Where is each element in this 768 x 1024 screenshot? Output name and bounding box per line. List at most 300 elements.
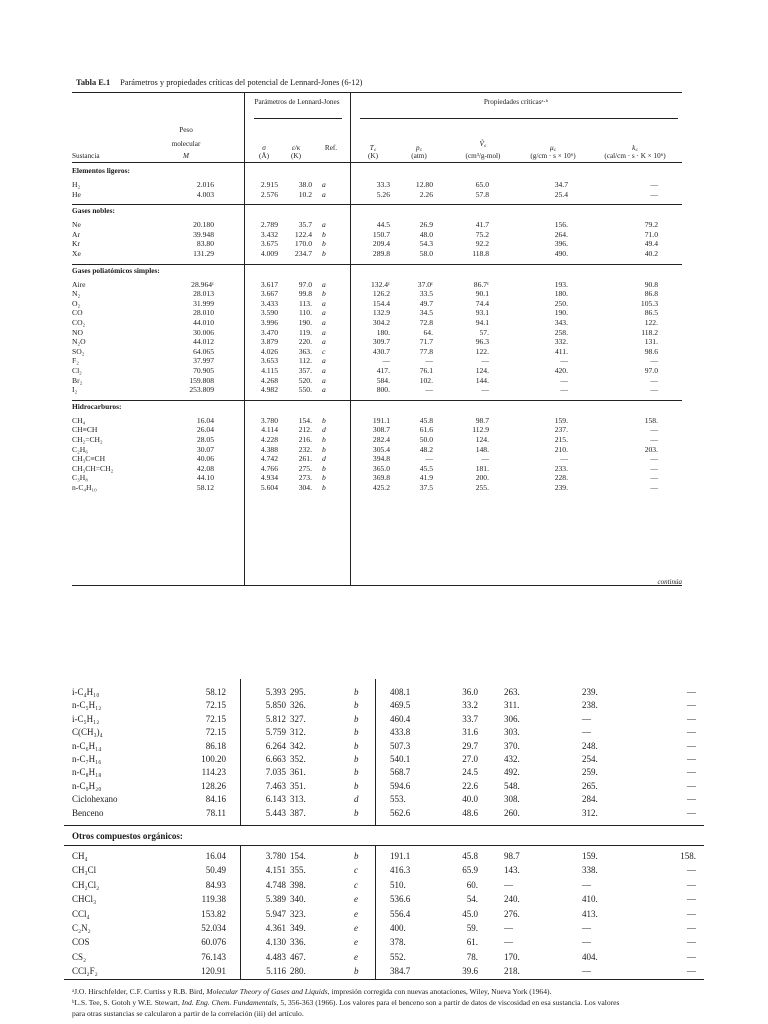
substance-cell: CH₃C≡CH bbox=[72, 454, 106, 464]
k-cell: — bbox=[650, 463, 658, 473]
tc-cell: 400. bbox=[390, 923, 406, 933]
k-cell: 79.2 bbox=[644, 220, 658, 230]
vc-cell: 200. bbox=[475, 473, 489, 483]
pc-cell: 37.0ᶜ bbox=[417, 279, 433, 289]
ref-cell: b bbox=[354, 740, 359, 751]
mu-cell: 420. bbox=[554, 366, 568, 375]
sigma-cell: 3.617 bbox=[260, 279, 278, 289]
mw-cell: 28.013 bbox=[193, 289, 214, 299]
table-row bbox=[72, 366, 682, 375]
substance-cell: CO bbox=[72, 308, 83, 318]
epsilon-cell: 357. bbox=[298, 366, 312, 375]
tc-cell: 594.6 bbox=[390, 780, 411, 791]
tc-cell: 469.5 bbox=[390, 700, 411, 711]
mw-cell: 64.065 bbox=[193, 346, 214, 356]
mu-cell: 237. bbox=[554, 425, 568, 435]
mw-cell: 28.05 bbox=[196, 435, 214, 444]
section-title: Gases poliatómicos simples: bbox=[72, 265, 160, 275]
epsilon-cell: 220. bbox=[298, 337, 312, 347]
k-cell: 90.8 bbox=[644, 279, 658, 289]
tc-cell: 154.4 bbox=[372, 298, 390, 308]
ref-cell: e bbox=[354, 951, 358, 962]
tc-cell: 309.7 bbox=[372, 337, 390, 347]
mw-cell: 28.010 bbox=[193, 308, 214, 318]
tc-cell: 132.4ᶜ bbox=[370, 279, 390, 289]
mu-cell: 258. bbox=[554, 327, 568, 337]
sigma-cell: 2.576 bbox=[260, 189, 278, 199]
lj-group-rule bbox=[254, 118, 342, 119]
tc-cell: 552. bbox=[390, 951, 406, 962]
tc-cell: 282.4 bbox=[372, 435, 390, 444]
section-rule bbox=[64, 845, 704, 846]
table-row bbox=[64, 952, 704, 963]
mu-cell: — bbox=[560, 454, 568, 464]
table-row bbox=[72, 289, 682, 298]
ref-cell: d bbox=[322, 454, 326, 464]
vc-cell: 306. bbox=[504, 713, 520, 724]
sigma-cell: 3.675 bbox=[260, 239, 278, 249]
table-row bbox=[72, 416, 682, 425]
epsilon-cell: 35.7 bbox=[298, 220, 312, 230]
vc-cell: 92.2 bbox=[475, 239, 489, 249]
pc-cell: 37.5 bbox=[419, 483, 433, 492]
pc-cell: 59. bbox=[466, 923, 478, 933]
k-cell: — bbox=[687, 865, 696, 876]
table-row bbox=[72, 385, 682, 394]
vc-cell: 96.3 bbox=[475, 337, 489, 347]
top-rule bbox=[72, 92, 682, 93]
vc-cell: 548. bbox=[504, 780, 520, 791]
mu-cell: 404. bbox=[582, 951, 598, 962]
vc-cell: 90.1 bbox=[475, 289, 489, 299]
table-row bbox=[72, 464, 682, 473]
vc-header: Ṽ꜀ (cm³/g-mol) bbox=[465, 140, 501, 160]
tc-cell: 416.3 bbox=[390, 865, 411, 876]
substance-cell: i-C₅H₁₂ bbox=[72, 713, 100, 724]
table-row bbox=[72, 347, 682, 356]
sigma-cell: 6.663 bbox=[265, 754, 286, 764]
table-row bbox=[64, 966, 704, 977]
pc-cell: 48.6 bbox=[462, 807, 478, 818]
mw-cell: 76.143 bbox=[201, 951, 226, 962]
section-rule bbox=[72, 204, 682, 205]
table-row bbox=[64, 865, 704, 876]
ref-cell: a bbox=[322, 337, 326, 347]
k-cell: 49.4 bbox=[644, 239, 658, 249]
epsilon-cell: 273. bbox=[298, 473, 312, 483]
ref-cell: e bbox=[354, 923, 358, 933]
tc-cell: 191.1 bbox=[390, 851, 411, 861]
k-cell: — bbox=[687, 767, 696, 778]
sigma-cell: 5.116 bbox=[266, 966, 286, 977]
vc-cell: 93.1 bbox=[475, 308, 489, 318]
ref-cell: a bbox=[322, 279, 326, 289]
mw-cell: 159.808 bbox=[189, 375, 214, 385]
tc-cell: 425.2 bbox=[372, 483, 390, 492]
mw-cell: 2.016 bbox=[196, 180, 214, 189]
ref-cell: a bbox=[322, 180, 326, 189]
mw-cell: 44.012 bbox=[193, 337, 214, 347]
tc-cell: 126.2 bbox=[372, 289, 390, 299]
vc-cell: 57.8 bbox=[475, 189, 489, 199]
table-row bbox=[64, 851, 704, 862]
vc-cell: 124. bbox=[475, 435, 489, 444]
k-cell: — bbox=[687, 727, 696, 738]
vc-cell: 124. bbox=[475, 366, 489, 375]
ref-cell: b bbox=[322, 444, 326, 454]
substance-cell: CH₄ bbox=[72, 851, 88, 861]
mw-cell: 131.29 bbox=[193, 249, 214, 258]
table-row bbox=[72, 220, 682, 229]
pc-cell: 65.9 bbox=[462, 865, 478, 876]
epsilon-cell: 336. bbox=[290, 937, 306, 948]
k-cell: — bbox=[687, 894, 696, 905]
sigma-cell: 4.026 bbox=[260, 346, 278, 356]
header-rule bbox=[72, 162, 682, 163]
vc-cell: 144. bbox=[475, 375, 489, 385]
substance-cell: CHCl₃ bbox=[72, 894, 97, 905]
epsilon-cell: 363. bbox=[298, 346, 312, 356]
epsilon-cell: 312. bbox=[290, 727, 306, 738]
pc-cell: 45.5 bbox=[419, 463, 433, 473]
pc-cell: — bbox=[425, 356, 433, 366]
tc-cell: 553. bbox=[390, 794, 406, 805]
ref-cell: d bbox=[354, 794, 359, 805]
tc-cell: 44.5 bbox=[376, 220, 390, 230]
sigma-cell: 3.780 bbox=[260, 415, 278, 425]
epsilon-cell: 275. bbox=[298, 463, 312, 473]
pc-cell: 54. bbox=[466, 894, 478, 905]
ref-cell: d bbox=[322, 425, 326, 435]
substance-cell: H₂ bbox=[72, 180, 81, 189]
vc-cell: 276. bbox=[504, 908, 520, 919]
pc-cell: — bbox=[425, 454, 433, 464]
epsilon-cell: 295. bbox=[290, 687, 306, 697]
mu-cell: 180. bbox=[554, 289, 568, 299]
substance-cell: O₂ bbox=[72, 298, 81, 308]
pc-cell: 41.9 bbox=[419, 473, 433, 483]
ref-cell: a bbox=[322, 189, 326, 199]
mw-cell: 84.93 bbox=[205, 879, 226, 890]
table-row bbox=[72, 454, 682, 463]
mu-cell: 284. bbox=[582, 794, 598, 805]
table-row bbox=[72, 318, 682, 327]
vc-cell: — bbox=[481, 385, 489, 395]
vc-cell: 98.7 bbox=[475, 415, 489, 425]
pc-cell: 29.7 bbox=[462, 740, 478, 751]
substance-cell: n-C₅H₁₂ bbox=[72, 700, 102, 711]
pc-cell: 54.3 bbox=[419, 239, 433, 249]
mu-cell: 233. bbox=[554, 463, 568, 473]
pc-cell: 39.6 bbox=[462, 966, 478, 977]
table-row bbox=[64, 754, 704, 765]
mw-cell: 83.80 bbox=[196, 239, 214, 249]
epsilon-cell: 349. bbox=[290, 923, 306, 933]
sigma-cell: 3.590 bbox=[260, 308, 278, 318]
vc-cell: 41.7 bbox=[475, 220, 489, 230]
sigma-cell: 7.035 bbox=[265, 767, 286, 778]
k-cell: 158. bbox=[644, 415, 658, 425]
substance-cell: Kr bbox=[72, 239, 81, 249]
sigma-cell: 5.850 bbox=[265, 700, 286, 711]
epsilon-cell: 10.2 bbox=[298, 189, 312, 199]
substance-cell: CH≡CH bbox=[72, 425, 98, 435]
pc-cell: 22.6 bbox=[462, 780, 478, 791]
tc-cell: — bbox=[382, 356, 390, 366]
epsilon-cell: 216. bbox=[298, 435, 312, 444]
epsilon-cell: 361. bbox=[290, 767, 306, 778]
mu-cell: — bbox=[582, 879, 591, 890]
sigma-cell: 4.228 bbox=[260, 435, 278, 444]
tc-cell: 304.2 bbox=[372, 318, 390, 327]
table-row bbox=[72, 230, 682, 239]
pc-cell: 45.0 bbox=[462, 908, 478, 919]
mw-cell: 58.12 bbox=[205, 687, 226, 697]
vc-cell: — bbox=[504, 879, 513, 890]
table-row bbox=[72, 445, 682, 454]
k-cell: — bbox=[650, 425, 658, 435]
ref-cell: b bbox=[322, 289, 326, 299]
sigma-cell: 2.789 bbox=[260, 220, 278, 230]
mw-cell: 30.07 bbox=[196, 444, 214, 454]
pc-cell: 45.8 bbox=[462, 851, 478, 861]
table-row bbox=[72, 308, 682, 317]
k-cell: 97.0 bbox=[644, 366, 658, 375]
table-row bbox=[72, 425, 682, 434]
ref-cell: b bbox=[322, 415, 326, 425]
mw-cell: 16.04 bbox=[196, 415, 214, 425]
pc-cell: 48.2 bbox=[419, 444, 433, 454]
substance-cell: CO₂ bbox=[72, 318, 86, 327]
sigma-cell: 4.009 bbox=[260, 249, 278, 258]
pc-cell: 48.0 bbox=[419, 229, 433, 239]
mu-cell: 410. bbox=[582, 894, 598, 905]
substance-cell: F₂ bbox=[72, 356, 79, 366]
table-row bbox=[64, 808, 704, 819]
sigma-cell: 4.130 bbox=[265, 937, 286, 948]
mu-cell: 156. bbox=[554, 220, 568, 230]
mw-header: Peso molecular M bbox=[171, 126, 201, 160]
substance-cell: CH₃CH=CH₂ bbox=[72, 463, 114, 473]
ref-cell: b bbox=[354, 713, 359, 724]
substance-cell: COS bbox=[72, 937, 90, 948]
epsilon-cell: 398. bbox=[290, 879, 306, 890]
epsilon-cell: 327. bbox=[290, 713, 306, 724]
pc-header: p꜀ (atm) bbox=[411, 144, 427, 160]
pc-cell: 102. bbox=[419, 375, 433, 385]
mu-cell: 312. bbox=[582, 807, 598, 818]
sigma-cell: 4.934 bbox=[260, 473, 278, 483]
table-row bbox=[72, 356, 682, 365]
footnote-mark: ᵃ bbox=[72, 987, 75, 996]
ref-cell: e bbox=[354, 937, 358, 948]
table-row bbox=[72, 376, 682, 385]
mw-cell: 114.23 bbox=[201, 767, 226, 778]
mu-cell: 215. bbox=[554, 435, 568, 444]
sigma-cell: 5.393 bbox=[265, 687, 286, 697]
k-cell: — bbox=[650, 473, 658, 483]
substance-cell: n-C₆H₁₄ bbox=[72, 740, 102, 751]
tc-cell: 417. bbox=[376, 366, 390, 375]
sigma-cell: 6.143 bbox=[265, 794, 286, 805]
pc-cell: — bbox=[425, 385, 433, 395]
ref-cell: a bbox=[322, 375, 326, 385]
substance-cell: Xe bbox=[72, 249, 81, 258]
mu-cell: — bbox=[560, 356, 568, 366]
table-row bbox=[72, 328, 682, 337]
table-title-text: Parámetros y propiedades críticas del potencial de Lennard-Jones (6-12) bbox=[120, 78, 363, 87]
vc-cell: 170. bbox=[504, 951, 520, 962]
pc-cell: 78. bbox=[466, 951, 478, 962]
epsilon-cell: 261. bbox=[298, 454, 312, 464]
ref-cell: b bbox=[322, 473, 326, 483]
tc-cell: 568.7 bbox=[390, 767, 411, 778]
mw-cell: 42.08 bbox=[196, 463, 214, 473]
pc-cell: 64. bbox=[423, 327, 433, 337]
table-row bbox=[64, 781, 704, 792]
mu-cell: 25.4 bbox=[554, 189, 568, 199]
vc-cell: 148. bbox=[475, 444, 489, 454]
pc-cell: 2.26 bbox=[419, 189, 433, 199]
mu-cell: 193. bbox=[554, 279, 568, 289]
ref-cell: a bbox=[322, 366, 326, 375]
k-cell: — bbox=[650, 435, 658, 444]
pc-cell: 50.0 bbox=[419, 435, 433, 444]
tc-cell: 305.4 bbox=[372, 444, 390, 454]
mu-cell: 264. bbox=[554, 229, 568, 239]
sigma-cell: 5.812 bbox=[265, 713, 286, 724]
tc-cell: 540.1 bbox=[390, 754, 411, 764]
epsilon-cell: 119. bbox=[298, 327, 312, 337]
tc-cell: 5.26 bbox=[376, 189, 390, 199]
table-row bbox=[72, 483, 682, 492]
sigma-cell: 4.388 bbox=[260, 444, 278, 454]
mw-cell: 70.905 bbox=[193, 366, 214, 375]
substance-cell: Aire bbox=[72, 279, 86, 289]
mu-cell: 228. bbox=[554, 473, 568, 483]
mw-cell: 31.999 bbox=[193, 298, 214, 308]
ref-cell: b bbox=[354, 754, 359, 764]
tc-cell: 365.0 bbox=[372, 463, 390, 473]
mu-cell: — bbox=[582, 937, 591, 948]
mu-cell: 239. bbox=[554, 483, 568, 492]
sigma-cell: 3.879 bbox=[260, 337, 278, 347]
k-cell: — bbox=[650, 454, 658, 464]
mu-cell: 396. bbox=[554, 239, 568, 249]
footnote-it: Ind. Eng. Chem. Fundamentals, bbox=[181, 998, 279, 1007]
table-number: Tabla E.1 bbox=[76, 78, 111, 87]
substance-cell: CS₂ bbox=[72, 951, 87, 962]
table-row bbox=[72, 180, 682, 189]
ref-cell: b bbox=[354, 727, 359, 738]
tc-cell: 132.9 bbox=[372, 308, 390, 318]
tc-cell: 408.1 bbox=[390, 687, 411, 697]
k-cell: 71.0 bbox=[644, 229, 658, 239]
mu-cell: 265. bbox=[582, 780, 598, 791]
vc-cell: 65.0 bbox=[475, 180, 489, 189]
table-row bbox=[64, 727, 704, 738]
epsilon-cell: 212. bbox=[298, 425, 312, 435]
ref-cell: a bbox=[322, 327, 326, 337]
mu-cell: 254. bbox=[582, 754, 598, 764]
sigma-cell: 4.742 bbox=[260, 454, 278, 464]
substance-cell: C₂N₂ bbox=[72, 923, 91, 933]
epsilon-cell: 38.0 bbox=[298, 180, 312, 189]
k-cell: 86.5 bbox=[644, 308, 658, 318]
mu-cell: 248. bbox=[582, 740, 598, 751]
mu-cell: — bbox=[582, 966, 591, 977]
k-cell: 118.2 bbox=[641, 327, 658, 337]
mw-cell: 60.076 bbox=[201, 937, 226, 948]
tc-cell: 289.8 bbox=[372, 249, 390, 258]
epsilon-cell: 113. bbox=[298, 298, 312, 308]
tc-cell: 384.7 bbox=[390, 966, 411, 977]
ref-cell: c bbox=[354, 865, 358, 876]
critical-group-rule bbox=[360, 118, 678, 119]
epsilon-cell: 326. bbox=[290, 700, 306, 711]
bottom-rule bbox=[72, 585, 682, 586]
sigma-cell: 6.264 bbox=[265, 740, 286, 751]
mu-cell: — bbox=[582, 923, 591, 933]
vc-cell: 74.4 bbox=[475, 298, 489, 308]
table-row bbox=[64, 714, 704, 725]
epsilon-cell: 323. bbox=[290, 908, 306, 919]
ref-cell: a bbox=[322, 385, 326, 395]
ref-header: Ref. bbox=[324, 144, 338, 152]
sigma-cell: 3.996 bbox=[260, 318, 278, 327]
ref-cell: a bbox=[322, 308, 326, 318]
substance-cell: C₂H₆ bbox=[72, 444, 88, 454]
substance-cell: SO₂ bbox=[72, 346, 85, 356]
epsilon-cell: 520. bbox=[298, 375, 312, 385]
k-header: k꜀ (cal/cm · s · K × 10⁶) bbox=[604, 144, 666, 160]
table-row bbox=[72, 190, 682, 199]
k-cell: — bbox=[650, 189, 658, 199]
mu-cell: 238. bbox=[582, 700, 598, 711]
substance-cell: n-C₉H₂₀ bbox=[72, 780, 102, 791]
sigma-cell: 4.748 bbox=[265, 879, 286, 890]
substance-cell: Ne bbox=[72, 220, 81, 230]
sigma-cell: 5.759 bbox=[265, 727, 286, 738]
sigma-cell: 4.483 bbox=[265, 951, 286, 962]
ref-cell: b bbox=[322, 483, 326, 492]
mw-cell: 44.10 bbox=[196, 473, 214, 483]
pc-cell: 61. bbox=[466, 937, 478, 948]
footnote-post: 5, 356-363 (1966). Los valores para el benceno son a partir de datos de viscosidad en esa sustancia. Los valores bbox=[278, 998, 620, 1007]
k-cell: — bbox=[687, 966, 696, 977]
section-title: Gases nobles: bbox=[72, 206, 115, 216]
substance-cell: I₂ bbox=[72, 385, 78, 395]
substance-cell: N₂O bbox=[72, 337, 86, 347]
mu-cell: 259. bbox=[582, 767, 598, 778]
ref-cell: a bbox=[322, 298, 326, 308]
vc-cell: 370. bbox=[504, 740, 520, 751]
sigma-cell: 5.604 bbox=[260, 483, 278, 492]
mw-cell: 100.20 bbox=[201, 754, 226, 764]
k-cell: — bbox=[650, 180, 658, 189]
vc-cell: 98.7 bbox=[504, 851, 520, 861]
bottom-rule bbox=[64, 979, 704, 980]
k-cell: 203. bbox=[644, 444, 658, 454]
pc-cell: 24.5 bbox=[462, 767, 478, 778]
substance-cell: N₂ bbox=[72, 289, 81, 299]
epsilon-cell: 170.0 bbox=[294, 239, 312, 249]
pc-cell: 12.80 bbox=[415, 180, 433, 189]
sigma-cell: 3.780 bbox=[265, 851, 286, 861]
vc-cell: 75.2 bbox=[475, 229, 489, 239]
tc-cell: 209.4 bbox=[372, 239, 390, 249]
k-cell: 98.6 bbox=[644, 346, 658, 356]
